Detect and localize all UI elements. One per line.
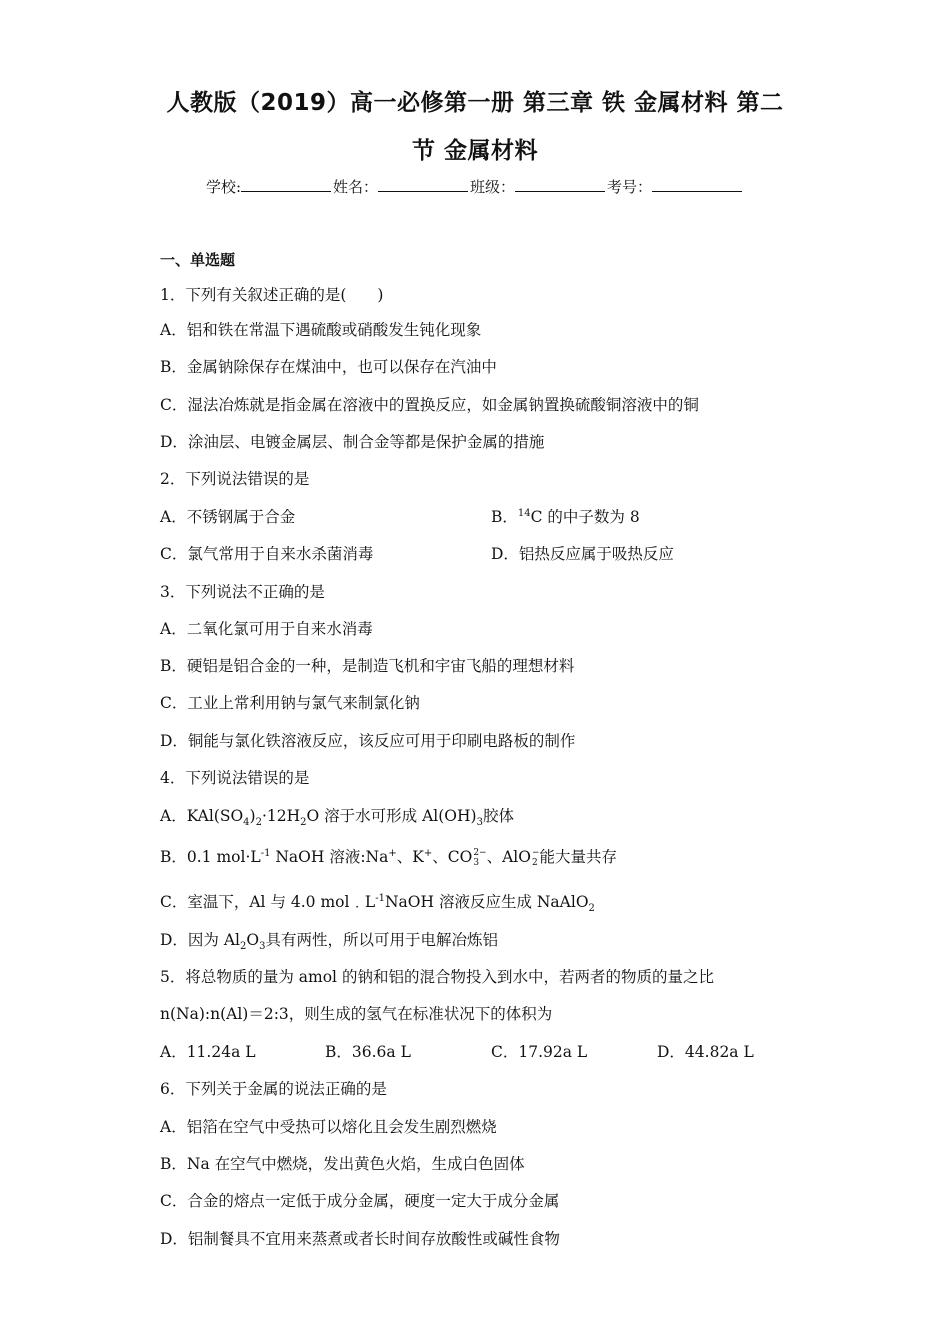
class-blank — [515, 177, 605, 192]
student-info — [0, 176, 950, 197]
q5-option-b: B．36.6a L — [325, 1043, 411, 1061]
q2-option-c: C．氯气常用于自来水杀菌消毒 — [160, 545, 374, 563]
school-blank — [241, 177, 331, 192]
q2-option-b: B．$^{14}$C 的中子数为 8 — [491, 507, 640, 526]
q1-option-b: B．金属钠除保存在煤油中，也可以保存在汽油中 — [160, 358, 497, 376]
q3-option-b: B．硬铝是铝合金的一种，是制造飞机和宇宙飞船的理想材料 — [160, 657, 575, 675]
aluminate-charge: − 2 — [531, 848, 540, 868]
q3-option-c: C．工业上常利用钠与氯气来制氯化钠 — [160, 694, 420, 712]
q2-option-a: A．不锈钢属于合金 — [160, 508, 296, 526]
q6-option-b: B．Na 在空气中燃烧，发出黄色火焰，生成白色固体 — [160, 1155, 525, 1173]
q3-stem: 3．下列说法不正确的是 — [160, 583, 325, 601]
q5-stem-line2: n(Na):n(Al)＝2:3，则生成的氢气在标准状况下的体积为 — [160, 1005, 553, 1023]
name-blank — [378, 177, 468, 192]
q1-stem: 1．下列有关叙述正确的是( ) — [160, 286, 384, 304]
q1-option-c: C．湿法冶炼就是指金属在溶液中的置换反应，如金属钠置换硫酸铜溶液中的铜 — [160, 396, 699, 414]
q1-option-a: A．铝和铁在常温下遇硫酸或硝酸发生钝化现象 — [160, 321, 482, 339]
number-blank — [652, 177, 742, 192]
school-label: 学校: — [205, 178, 241, 196]
q4-option-b: B．0.1 $mol\cdot L^{-1}$ NaOH 溶液:Na+、K+、CO 2− 3 、AlO − 2 能大量共存 — [160, 847, 618, 868]
number-label: 考号： — [607, 178, 653, 196]
q5-option-d: D．44.82a L — [657, 1043, 754, 1061]
q1-option-d: D．涂油层、电镀金属层、制合金等都是保护金属的措施 — [160, 433, 545, 451]
q4-option-c: C．室温下，Al 与 4.0 $mol﹒L^{-1}NaOH$ 溶液反应生成 NaAlO$_2$ — [160, 892, 595, 915]
q4-option-a: A．$KAl(SO_4)_2\cdot 12H_2O$ 溶于水可形成 $Al(OH)_3$胶体 — [160, 807, 514, 829]
q6-option-a: A．铝箔在空气中受热可以熔化且会发生剧烈燃烧 — [160, 1118, 497, 1136]
doc-title-line1: 人教版（2019）高一必修第一册 第三章 铁 金属材料 第二 — [166, 90, 784, 116]
q3-option-a: A．二氧化氯可用于自来水消毒 — [160, 620, 373, 638]
carbonate-charge: 2− 3 — [473, 848, 487, 868]
q5-stem-line1: 5．将总物质的量为 amol 的钠和铝的混合物投入到水中，若两者的物质的量之比 — [160, 968, 714, 986]
q3-option-d: D．铜能与氯化铁溶液反应，该反应可用于印刷电路板的制作 — [160, 732, 576, 750]
q4-option-d: D．因为 $Al_2O_3$具有两性，所以可用于电解冶炼铝 — [160, 931, 498, 953]
q5-option-c: C．17.92a L — [491, 1043, 588, 1061]
q6-stem: 6．下列关于金属的说法正确的是 — [160, 1080, 387, 1098]
q6-option-c: C．合金的熔点一定低于成分金属，硬度一定大于成分金属 — [160, 1192, 560, 1210]
name-label: 姓名： — [333, 178, 379, 196]
q2-option-d: D．铝热反应属于吸热反应 — [491, 545, 674, 563]
q6-option-d: D．铝制餐具不宜用来蒸煮或者长时间存放酸性或碱性食物 — [160, 1230, 560, 1248]
class-label: 班级： — [470, 178, 516, 196]
q5-option-a: A．11.24a L — [160, 1043, 256, 1061]
doc-title-line2: 节 金属材料 — [411, 138, 538, 164]
q4-stem: 4．下列说法错误的是 — [160, 769, 310, 787]
q2-stem: 2．下列说法错误的是 — [160, 470, 310, 488]
section-heading: 一、单选题 — [160, 251, 236, 269]
